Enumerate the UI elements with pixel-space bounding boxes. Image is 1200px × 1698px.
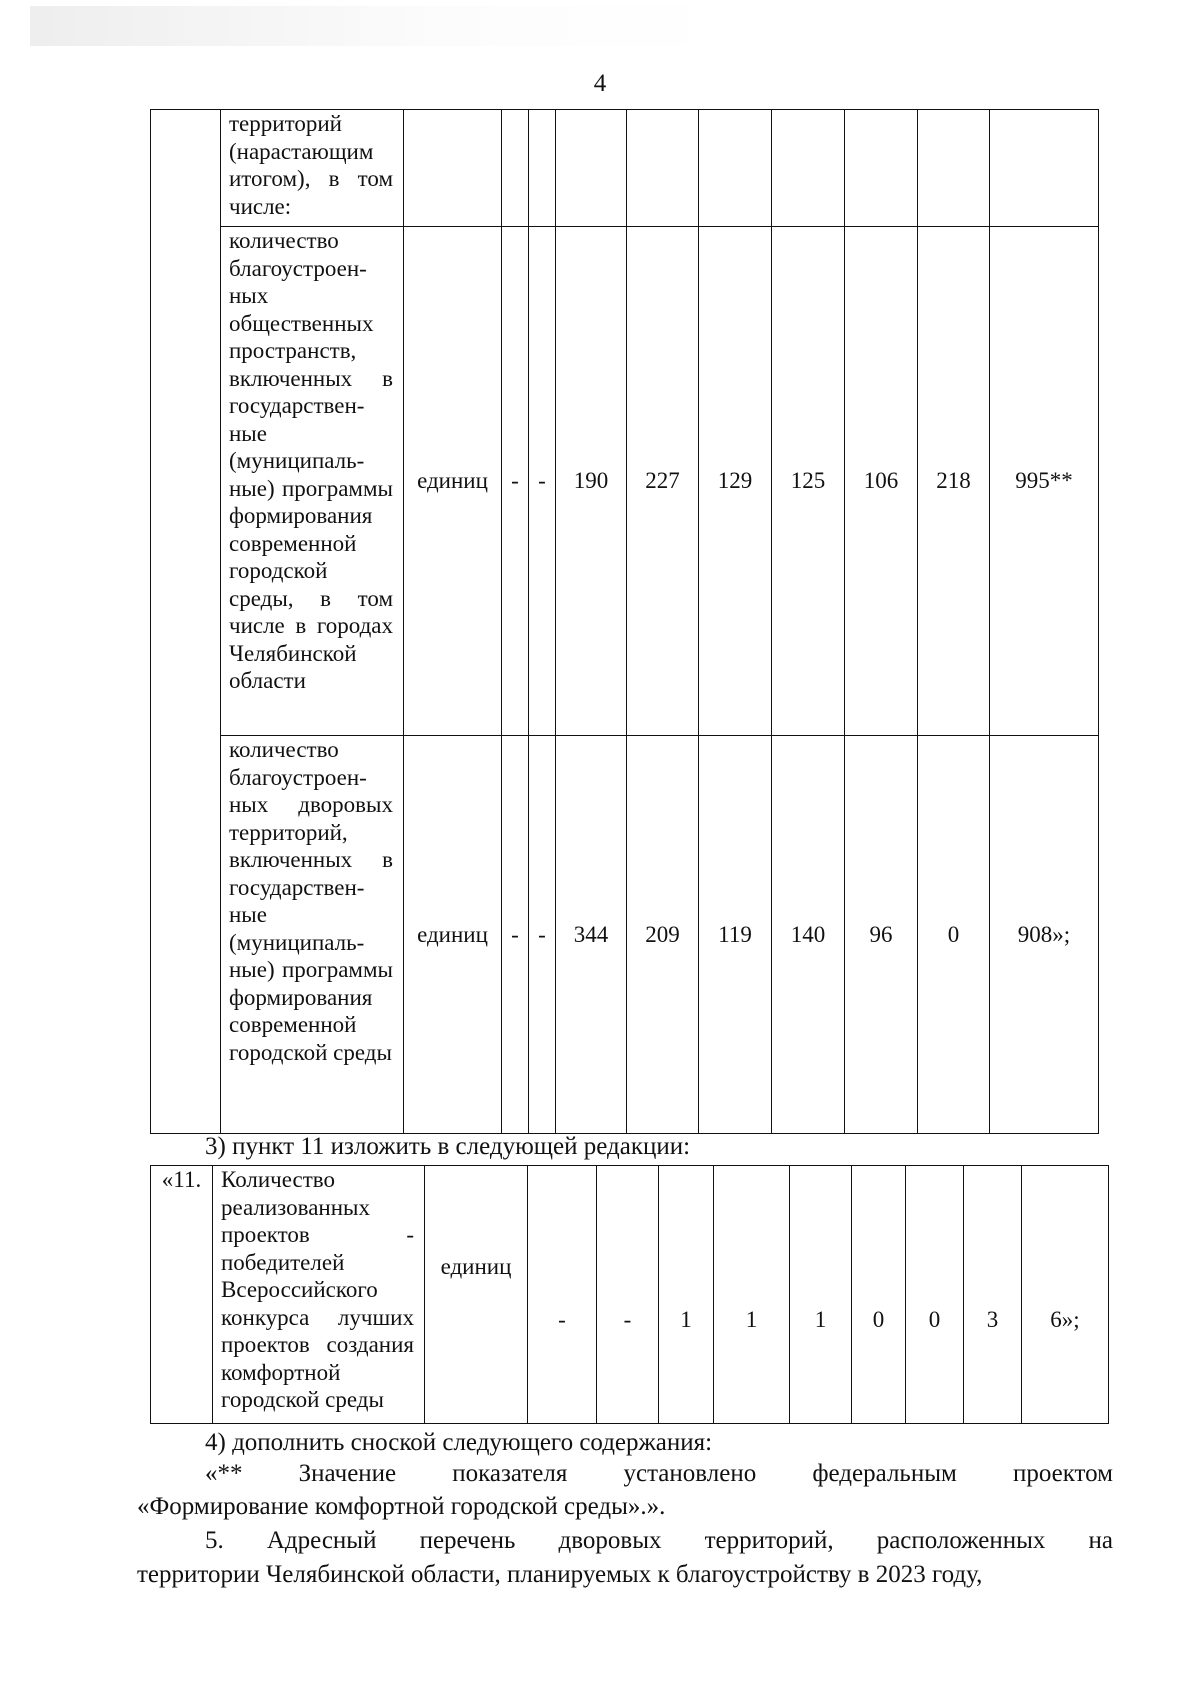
table-row xyxy=(151,1166,1109,1424)
value-cell xyxy=(529,110,556,227)
value-cell xyxy=(502,110,529,227)
scan-artifact xyxy=(30,6,730,46)
value-cell xyxy=(556,110,627,227)
footnote-line-1 xyxy=(205,1460,1113,1488)
value-cell: 140 xyxy=(772,736,845,1134)
value-cell: 209 xyxy=(627,736,699,1134)
paragraph-5-line-2: территории Челябинской области, планируемых к благоустройству в 2023 году, xyxy=(137,1561,983,1588)
value-cell: 190 xyxy=(556,227,627,736)
paragraph-4: 4) дополнить сноской следующего содержания: xyxy=(205,1429,713,1456)
indicator-name: Количество реализованных проектов - победителей Всероссийского конкурса лучших проектов создания комфортной городской среды xyxy=(213,1166,425,1424)
value-cell: 218 xyxy=(918,227,990,736)
value-cell: 1 xyxy=(659,1166,714,1424)
paragraph-word: дворовых xyxy=(558,1527,662,1554)
value-cell: 908»; xyxy=(990,736,1099,1134)
indicator-name: территорий (нарастающим итогом), в том числе: xyxy=(221,110,404,227)
table-row xyxy=(151,110,1099,227)
value-cell: - xyxy=(529,227,556,736)
value-cell: 119 xyxy=(699,736,772,1134)
value-cell: - xyxy=(528,1166,597,1424)
paragraph-word: перечень xyxy=(419,1527,516,1554)
indicator-name: количество благоустроен-ных общественных пространств, включенных в государствен-ные (муниципаль-ные) программы формирования современной городской среды, в том числе в городах Челябинской области xyxy=(221,227,404,736)
footnote-word: Значение xyxy=(298,1460,397,1487)
paragraph-word: расположенных xyxy=(876,1527,1046,1554)
unit-cell xyxy=(404,110,502,227)
value-cell: 0 xyxy=(852,1166,906,1424)
paragraph-word: на xyxy=(1088,1527,1113,1554)
value-cell: 3 xyxy=(964,1166,1022,1424)
value-cell xyxy=(918,110,990,227)
footnote-line-2: «Формирование комфортной городской среды».». xyxy=(137,1493,666,1520)
value-cell: - xyxy=(529,736,556,1134)
paragraph-word: территорий, xyxy=(704,1527,834,1554)
value-cell: 344 xyxy=(556,736,627,1134)
footnote-word: показателя xyxy=(452,1460,568,1487)
footnote-word: «** xyxy=(205,1460,243,1487)
unit-cell: единиц xyxy=(404,227,502,736)
value-cell: 6»; xyxy=(1022,1166,1109,1424)
value-cell: 125 xyxy=(772,227,845,736)
value-cell: 0 xyxy=(918,736,990,1134)
paragraph-5-line-1 xyxy=(205,1527,1113,1555)
footnote-word: федеральным xyxy=(812,1460,957,1487)
unit-cell: единиц xyxy=(404,736,502,1134)
value-cell: 1 xyxy=(714,1166,790,1424)
value-cell xyxy=(772,110,845,227)
paragraph-3: 3) пункт 11 изложить в следующей редакции: xyxy=(205,1133,691,1160)
table-row xyxy=(151,227,1099,736)
value-cell xyxy=(845,110,918,227)
value-cell: 1 xyxy=(790,1166,852,1424)
value-cell xyxy=(990,110,1099,227)
value-cell: 129 xyxy=(699,227,772,736)
unit-cell: единиц xyxy=(425,1166,528,1424)
value-cell: - xyxy=(597,1166,659,1424)
footnote-word: проектом xyxy=(1012,1460,1113,1487)
indicator-name: количество благоустроен-ных дворовых территорий, включенных в государствен-ные (муниципаль-ные) программы формирования современной городской среды xyxy=(221,736,404,1134)
value-cell: - xyxy=(502,736,529,1134)
value-cell: 227 xyxy=(627,227,699,736)
paragraph-word: Адресный xyxy=(266,1527,377,1554)
footnote-word: установлено xyxy=(623,1460,757,1487)
table-row xyxy=(151,736,1099,1134)
value-cell: 106 xyxy=(845,227,918,736)
value-cell: 995** xyxy=(990,227,1099,736)
value-cell: 0 xyxy=(906,1166,964,1424)
value-cell: 96 xyxy=(845,736,918,1134)
indicators-table-continued xyxy=(150,109,1099,1134)
paragraph-word: 5. xyxy=(205,1527,224,1554)
indicator-11-table xyxy=(150,1165,1109,1424)
number-cell xyxy=(151,110,221,1134)
value-cell xyxy=(699,110,772,227)
item-number: «11. xyxy=(151,1166,213,1424)
page-number: 4 xyxy=(593,70,607,97)
value-cell xyxy=(627,110,699,227)
value-cell: - xyxy=(502,227,529,736)
